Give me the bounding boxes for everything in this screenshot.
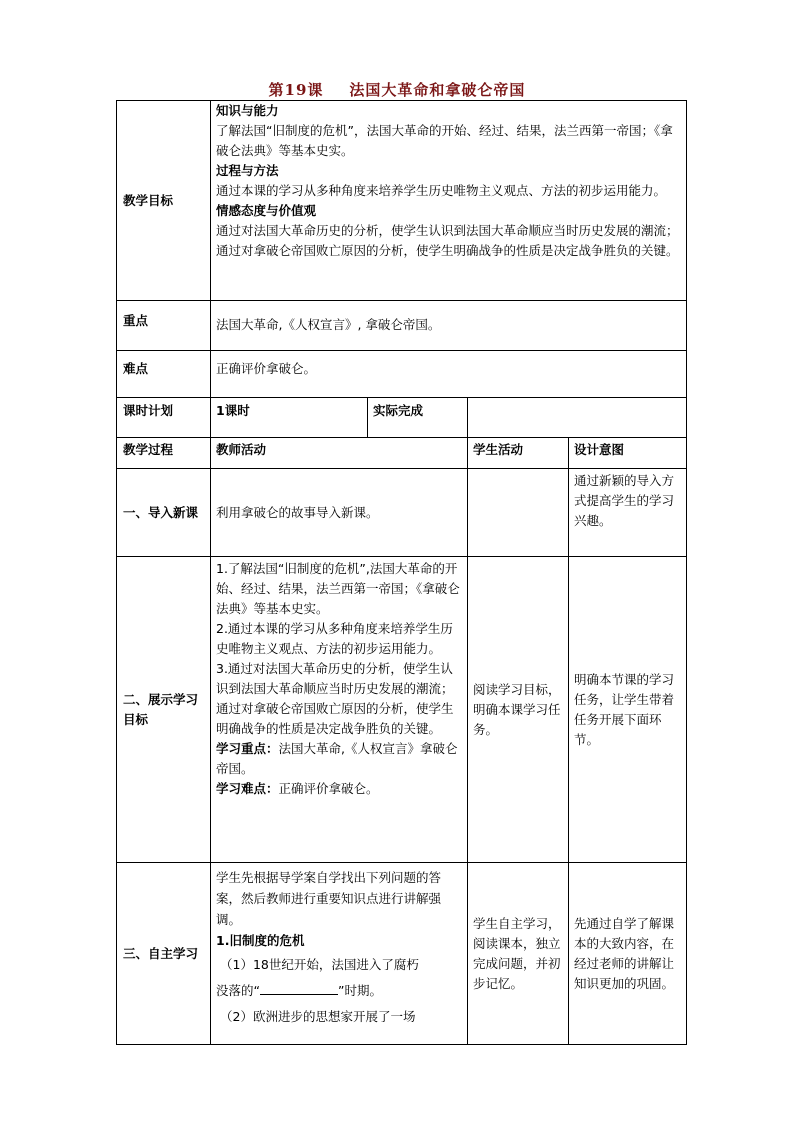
objective-text-process: 通过本课的学习从多种角度来培养学生历史唯物主义观点、方法的初步运用能力。: [216, 183, 667, 198]
intro-stage: 一、导入新课: [117, 469, 211, 557]
self-study-teacher: [211, 863, 468, 1045]
actual-complete-value: [468, 398, 687, 438]
schedule-row: [117, 398, 687, 438]
lesson-name: 法国大革命和拿破仑帝国: [349, 81, 526, 99]
q1b-suffix: ”时期。: [337, 983, 382, 998]
intro-row: [117, 469, 687, 557]
intro-intent: 通过新颖的导入方式提高学生的学习兴趣。: [569, 469, 687, 557]
goal-difficulty: [216, 779, 462, 799]
self-study-row: [117, 863, 687, 1045]
goal-difficulty-text: 正确评价拿破仑。: [278, 781, 379, 796]
header-process: 教学过程: [117, 438, 211, 469]
header-teacher: 教师活动: [211, 438, 468, 469]
objectives-label: 教学目标: [117, 101, 211, 301]
key-points-label: 重点: [117, 301, 211, 351]
objective-text-attitude: 通过对法国大革命历史的分析，使学生认识到法国大革命顺应当时历史发展的潮流；通过对拿破仑帝国败亡原因的分析，使学生明确战争的性质是决定战争胜负的关键。: [216, 223, 679, 258]
header-intent: 设计意图: [569, 438, 687, 469]
key-points-row: [117, 301, 687, 351]
answer-blank: [260, 981, 338, 995]
goal-key-label: 学习重点：: [216, 741, 279, 756]
objective-heading-attitude: 情感态度与价值观: [216, 203, 317, 218]
goals-row: [117, 557, 687, 863]
self-study-q2: （2）欧洲进步的思想家开展了一场: [220, 1009, 416, 1024]
goal-difficulty-label: 学习难点：: [216, 781, 279, 796]
schedule-value: 1课时: [211, 398, 368, 438]
schedule-label: 课时计划: [117, 398, 211, 438]
difficulty-text: 正确评价拿破仑。: [211, 351, 687, 398]
intro-teacher: 利用拿破仑的故事导入新课。: [211, 469, 468, 557]
goals-intent: 明确本节课的学习任务，让学生带着任务开展下面环节。: [569, 557, 687, 863]
goal-key: [216, 739, 462, 779]
objective-heading-knowledge: 知识与能力: [216, 103, 279, 118]
goals-teacher: [211, 557, 468, 863]
self-study-heading: 1.旧制度的危机: [216, 933, 305, 948]
actual-complete-label: 实际完成: [368, 398, 468, 438]
goals-student: 阅读学习目标，明确本课学习任务。: [468, 557, 569, 863]
lesson-title: [0, 79, 794, 100]
goal-item-2: 2.通过本课的学习从多种角度来培养学生历史唯物主义观点、方法的初步运用能力。: [216, 621, 453, 656]
goals-stage: 二、展示学习目标: [117, 557, 211, 863]
goal-item-1: 1.了解法国“旧制度的危机”,法国大革命的开始、经过、结果，法兰西第一帝国；《拿破仑法典》等基本史实。: [216, 561, 460, 616]
self-study-intent: 先通过自学了解课本的大致内容，在经过老师的讲解让知识更加的巩固。: [569, 863, 687, 1045]
self-study-q1a: （1）18世纪开始，法国进入了腐朽: [220, 957, 419, 972]
self-study-q1b: [216, 980, 462, 1001]
self-study-student: 学生自主学习，阅读课本，独立完成问题，并初步记忆。: [468, 863, 569, 1045]
lesson-number: 第19课: [268, 81, 324, 99]
lesson-plan-table: [116, 100, 687, 1045]
goal-item-3: 3.通过对法国大革命历史的分析，使学生认识到法国大革命顺应当时历史发展的潮流；通过对拿破仑帝国败亡原因的分析，使学生明确战争的性质是决定战争胜负的关键。: [216, 661, 454, 736]
process-header-row: [117, 438, 687, 469]
objective-text-knowledge: 了解法国“旧制度的危机”，法国大革命的开始、经过、结果，法兰西第一帝国；《拿破仑法典》等基本史实。: [216, 123, 673, 158]
q1b-prefix: 没落的“: [216, 983, 260, 998]
objective-heading-process: 过程与方法: [216, 163, 279, 178]
intro-student: [468, 469, 569, 557]
objectives-row: [117, 101, 687, 301]
difficulty-row: [117, 351, 687, 398]
difficulty-label: 难点: [117, 351, 211, 398]
header-student: 学生活动: [468, 438, 569, 469]
objectives-cell: [211, 101, 687, 301]
self-study-stage: 三、自主学习: [117, 863, 211, 1045]
goal-key-text: 法国大革命,《人权宣言》拿破仑帝国。: [216, 741, 458, 776]
self-study-intro: 学生先根据导学案自学找出下列问题的答案，然后教师进行重要知识点进行讲解强调。: [216, 870, 442, 927]
key-points-text: 法国大革命,《人权宣言》, 拿破仑帝国。: [211, 301, 687, 351]
